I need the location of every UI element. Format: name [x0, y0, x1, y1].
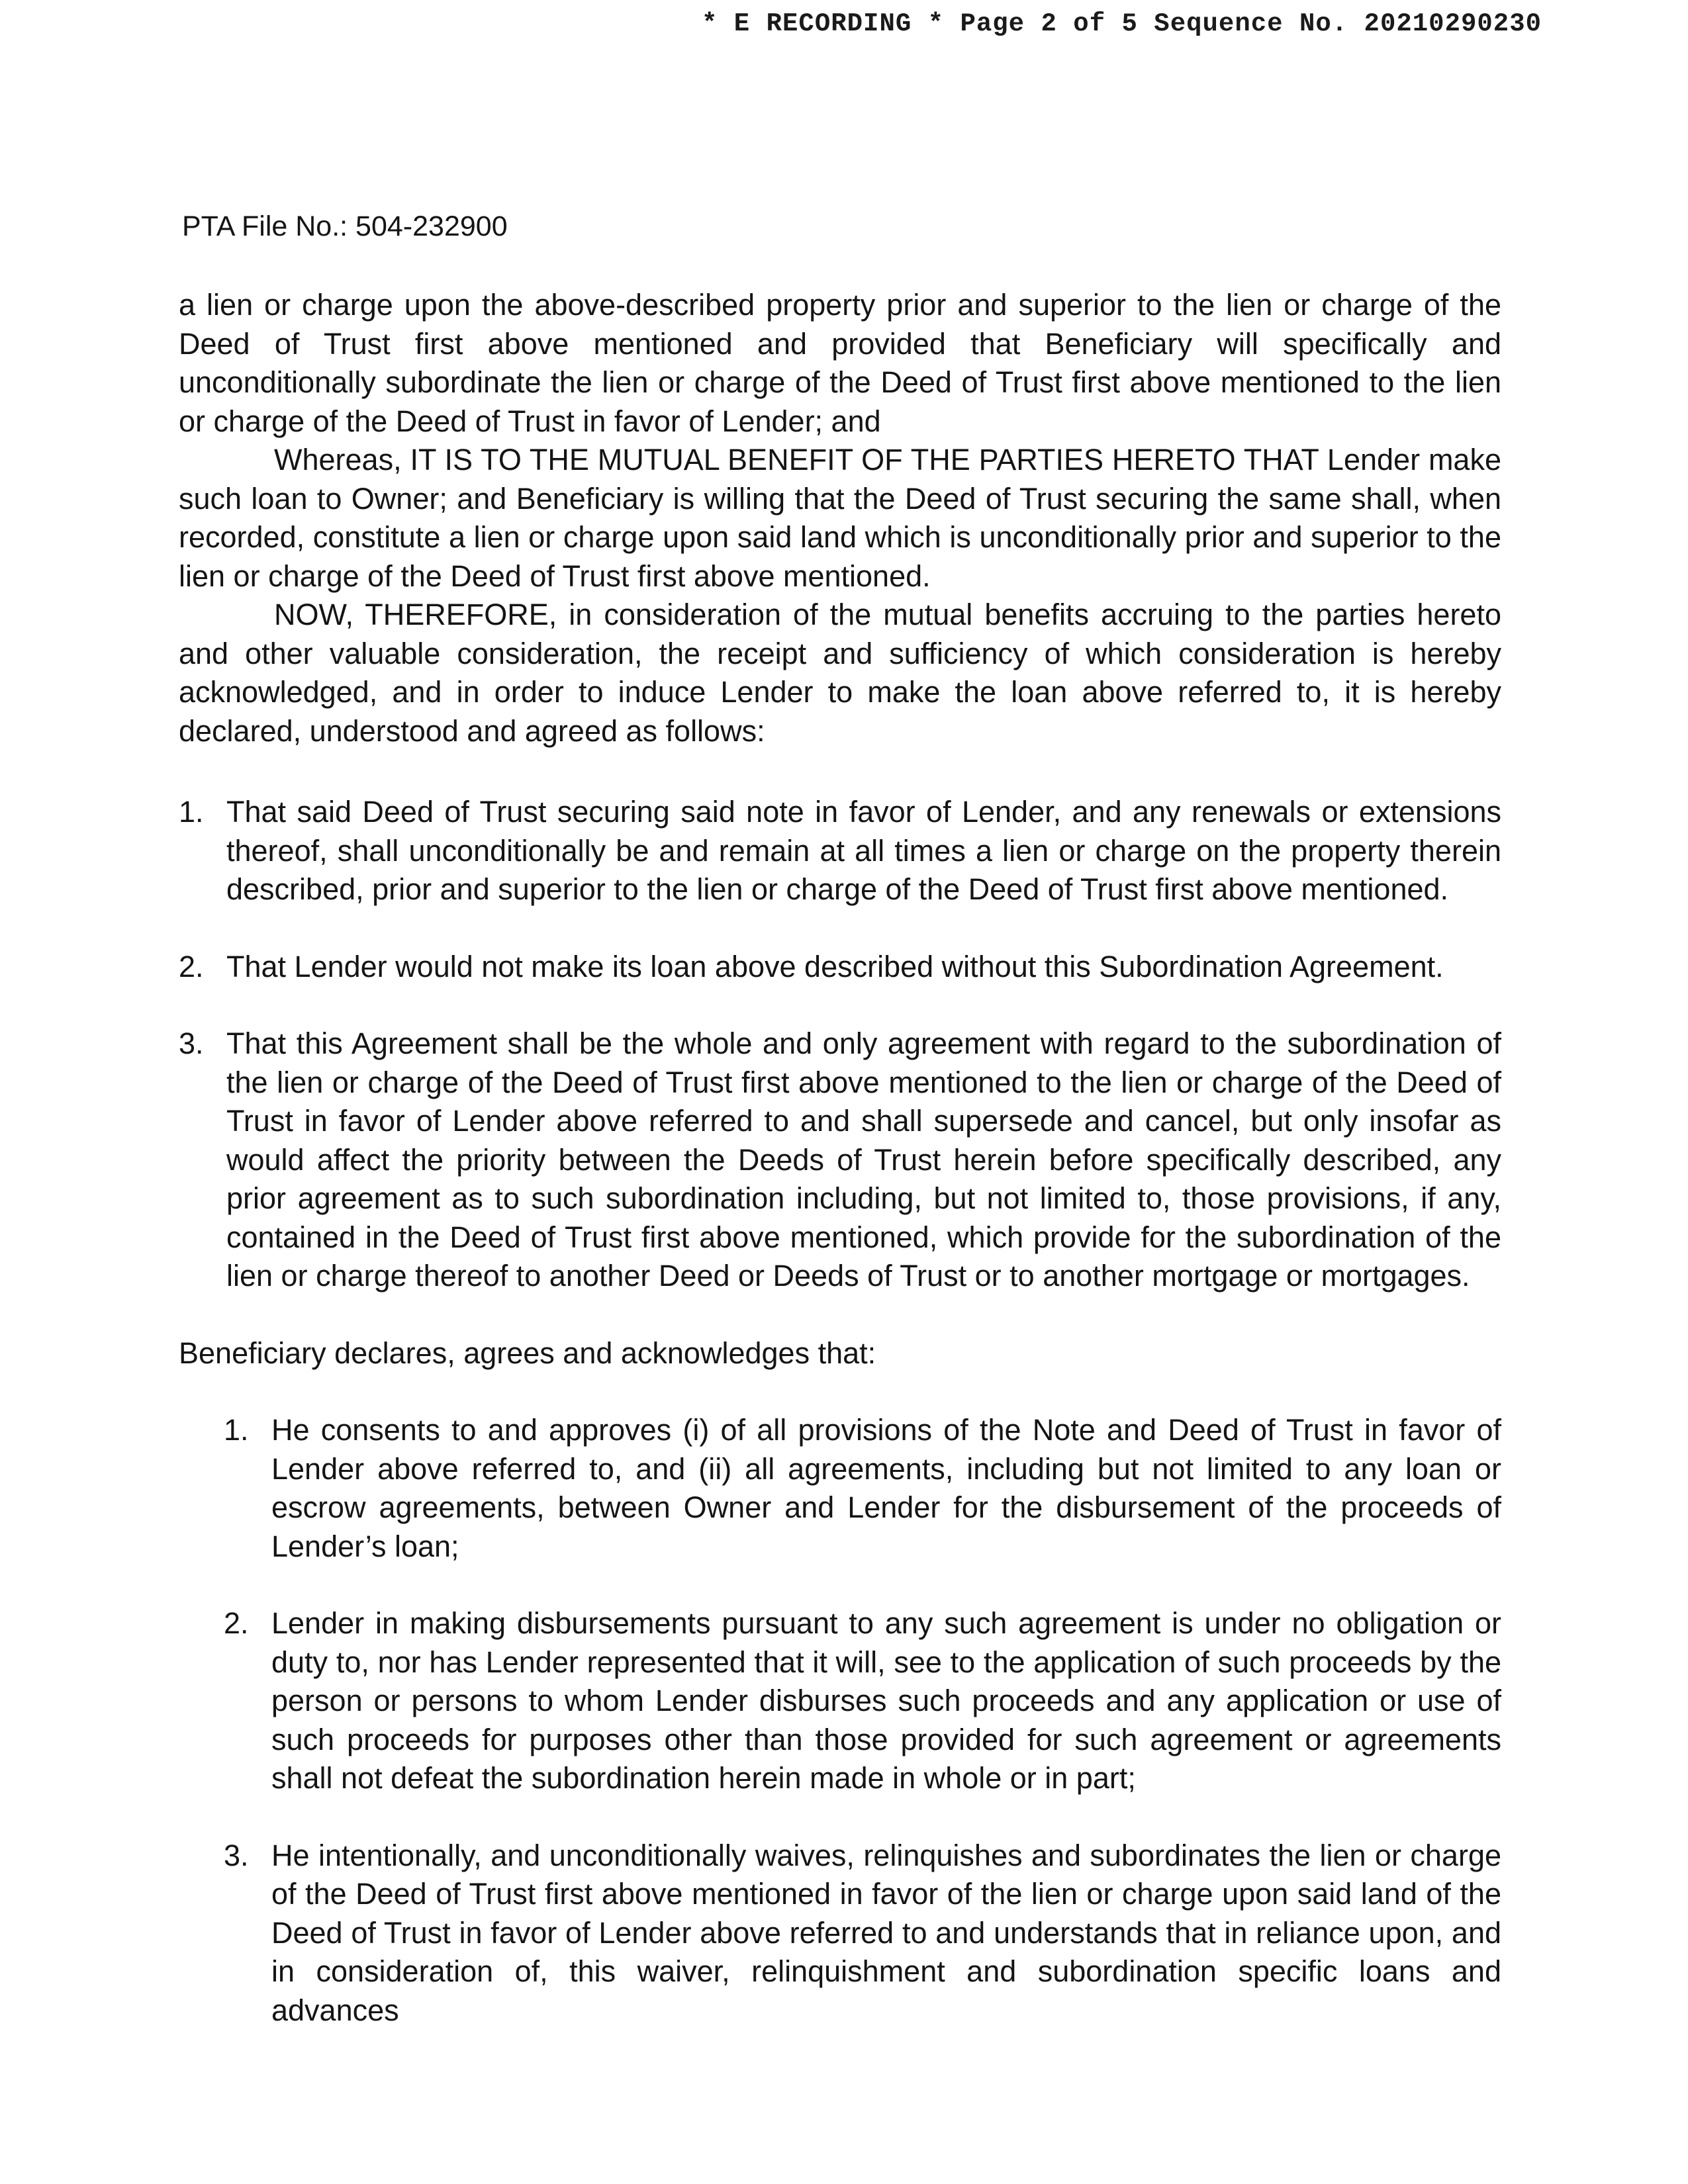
item-number: 3.: [224, 1838, 249, 1872]
file-number: PTA File No.: 504-232900: [182, 210, 508, 242]
whereas-paragraph: Whereas, IT IS TO THE MUTUAL BENEFIT OF THE PARTIES HERETO THAT Lender make such loan to Owner; and Beneficiary is willing that the Deed of Trust securing the same shall, when recorded, constitute a lien or charge upon said land which is unconditionally prior and superior to the lien or charge of the Deed of Trust first above mentioned.: [179, 443, 1501, 593]
item-number: 1.: [224, 1413, 249, 1447]
recording-stamp: * E RECORDING * Page 2 of 5 Sequence No. 20210290230: [702, 9, 1542, 38]
item-number: 2.: [179, 949, 204, 983]
item-text: Lender in making disbursements pursuant to any such agreement is under no obligation or duty to, nor has Lender represented that it will, see to the application of such proceeds by the person or persons to whom Lender disburses such proceeds and any application or use of such proceeds for purposes other than those provided for such agreement or agreements shall not defeat the subordination herein made in whole or in part;: [271, 1606, 1501, 1795]
item-number: 1.: [179, 795, 204, 829]
list-item: [179, 1411, 1501, 1566]
list-item: [179, 793, 1501, 909]
item-text: That Lender would not make its loan above described without this Subordination Agreement.: [226, 949, 1444, 983]
item-text: He consents to and approves (i) of all provisions of the Note and Deed of Trust in favor of Lender above referred to, and (ii) all agreements, including but not limited to any loan or escrow agreements, between Owner and Lender for the disbursement of the proceeds of Lender’s loan;: [271, 1413, 1501, 1563]
item-number: 2.: [224, 1606, 249, 1640]
list-item: [179, 1604, 1501, 1798]
agreement-list: [179, 793, 1501, 1296]
document-body: [179, 286, 1501, 2068]
item-number: 3.: [179, 1026, 204, 1060]
item-text: That this Agreement shall be the whole and only agreement with regard to the subordination of the lien or charge of the Deed of Trust first above mentioned to the lien or charge of the Deed of Trust in favor of Lender above referred to and shall supersede and cancel, but only insofar as would affect the priority between the Deeds of Trust herein before specifically described, any prior agreement as to such subordination including, but not limited to, those provisions, if any, contained in the Deed of Trust first above mentioned, which provide for the subordination of the lien or charge thereof to another Deed or Deeds of Trust or to another mortgage or mortgages.: [226, 1026, 1501, 1293]
now-therefore-paragraph: NOW, THEREFORE, in consideration of the mutual benefits accruing to the parties hereto and other valuable consideration, the receipt and sufficiency of which consideration is hereby acknowledged, and in order to induce Lender to make the loan above referred to, it is hereby declared, understood and agreed as follows:: [179, 598, 1501, 748]
beneficiary-list: [179, 1411, 1501, 2030]
item-text: He intentionally, and unconditionally waives, relinquishes and subordinates the lien or charge of the Deed of Trust first above mentioned in favor of the lien or charge upon said land of the Deed of Trust in favor of Lender above referred to and understands that in reliance upon, and in consideration of, this waiver, relinquishment and subordination specific loans and advances: [271, 1838, 1501, 2027]
list-item: [179, 948, 1501, 987]
list-item: [179, 1024, 1501, 1296]
beneficiary-intro: Beneficiary declares, agrees and acknowledges that:: [179, 1336, 876, 1370]
item-text: That said Deed of Trust securing said note in favor of Lender, and any renewals or extensions thereof, shall unconditionally be and remain at all times a lien or charge on the property therein described, prior and superior to the lien or charge of the Deed of Trust first above mentioned.: [226, 795, 1501, 906]
list-item: [179, 1837, 1501, 2030]
intro-paragraph: a lien or charge upon the above-described property prior and superior to the lien or charge of the Deed of Trust first above mentioned and provided that Beneficiary will specifically and unconditionally subordinate the lien or charge of the Deed of Trust first above mentioned to the lien or charge of the Deed of Trust in favor of Lender; and: [179, 288, 1501, 438]
